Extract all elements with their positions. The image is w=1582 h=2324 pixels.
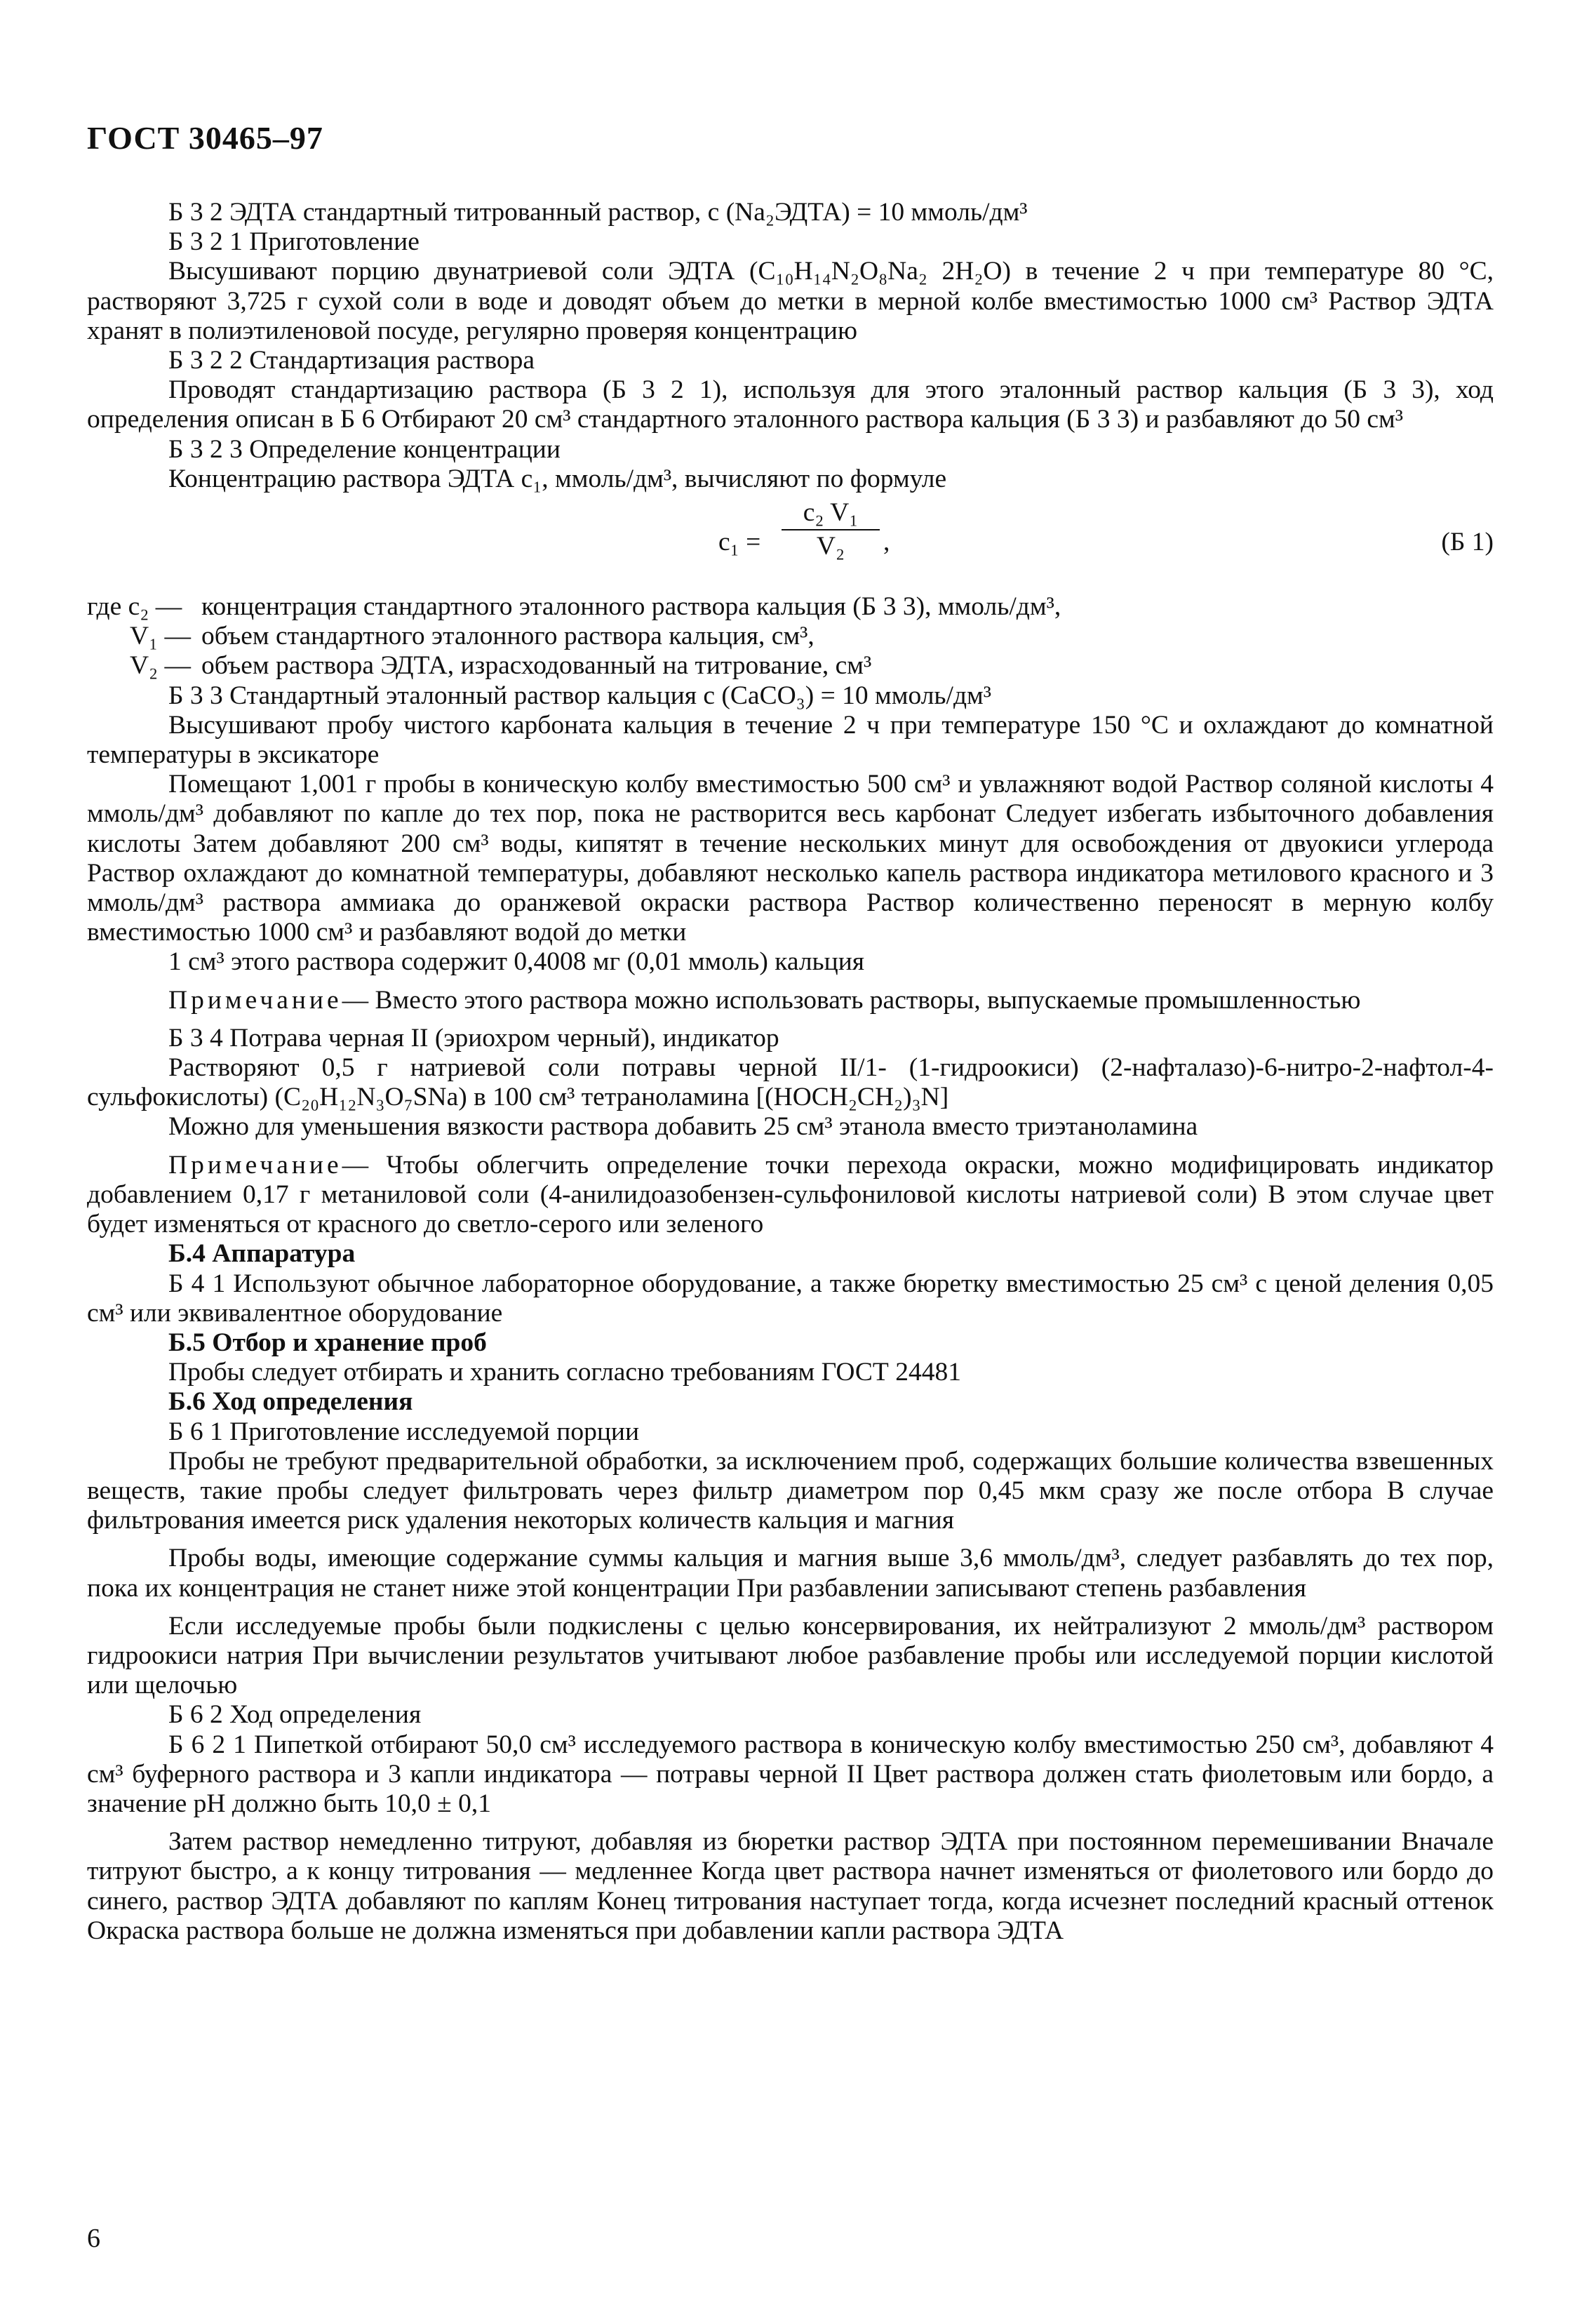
section-b61-title: Б 6 1 Приготовление исследуемой порции (168, 1417, 640, 1446)
section-b5-text: Пробы следует отбирать и хранить согласно требованиям ГОСТ 24481 (168, 1358, 961, 1387)
definition-row (87, 592, 1494, 622)
formula-b1 (87, 498, 1494, 588)
formula-numerator: c₂ V₁ (782, 498, 880, 530)
section-b321-text: Высушивают порцию двунатриевой соли ЭДТА (C₁₀H₁₄N₂O₈Na₂ 2H₂O) в течение 2 ч при температуре 80 °С, растворяют 3,725 г сухой соли в воде и доводят объем до метки в мерной колбе вместимостью 1000 см³ Раствор ЭДТА хранят в полиэтиленовой посуде, регулярно проверяя концентрацию (87, 257, 1494, 345)
section-b32-title: Б 3 2 ЭДТА стандартный титрованный раствор, c (Na₂ЭДТА) = 10 ммоль/дм³ (168, 198, 1028, 227)
note-text: — Чтобы облегчить определение точки перехода окраски, можно модифицировать индикатор добавлением 0,17 г метаниловой соли (4-анилидоазобензен-сульфониловой кислоты натриевой соли) В этом случае цвет будет изменяться от красного до светло-серого или зеленого (87, 1150, 1494, 1239)
section-b33-title: Б 3 3 Стандартный эталонный раствор кальция c (CaCO₃) = 10 ммоль/дм³ (168, 681, 992, 710)
formula-denominator: V₂ (816, 532, 845, 561)
note-text: — Вместо этого раствора можно использовать растворы, выпускаемые промышленностью (342, 985, 1361, 1015)
section-b322-text: Проводят стандартизацию раствора (Б 3 2 1), используя для этого эталонный раствор кальция (Б 3 3), ход определения описан в Б 6 Отбирают 20 см³ стандартного эталонного раствора кальция (Б 3 3) и разбавляют до 50 см³ (87, 375, 1494, 434)
section-b323-text: Концентрацию раствора ЭДТА c₁, ммоль/дм³, вычисляют по формуле (168, 464, 947, 493)
formula-lhs: c₁ = (718, 528, 761, 557)
definition-text: объем раствора ЭДТА, израсходованный на титрование, см³ (201, 651, 872, 681)
section-b5-heading: Б.5 Отбор и хранение проб (168, 1328, 487, 1357)
section-b61-paragraph: Пробы не требуют предварительной обработки, за исключением проб, содержащих большие количества взвешенных веществ, такие пробы следует фильтровать через фильтр диаметром пор 0,45 мкм сразу же после отбора В случае фильтрования имеется риск удаления некоторых количеств кальция и магния (87, 1446, 1494, 1535)
section-b34-paragraph: Можно для уменьшения вязкости раствора добавить 25 см³ этанола вместо триэтаноламина (168, 1112, 1198, 1142)
section-b33-paragraph: Помещают 1,001 г пробы в коническую колбу вместимостью 500 см³ и увлажняют водой Раствор соляной кислоты 4 ммоль/дм³ добавляют по капле до тех пор, пока не растворится весь карбонат Следует избегать избыточного добавления кислоты Затем добавляют 200 см³ воды, кипятят в течение нескольких минут для освобождения от двуокиси углерода Раствор охлаждают до комнатной температуры, добавляют несколько капель раствора индикатора метилового красного и 3 ммоль/дм³ раствора аммиака до оранжевой окраски раствора Раствор количественно переносят в мерную колбу вместимостью 1000 см³ и разбавляют водой до метки (87, 770, 1494, 947)
section-b621-paragraph: Затем раствор немедленно титруют, добавляя из бюретки раствор ЭДТА при постоянном перемешивании Вначале титруют быстро, а к концу титрования — медленнее Когда цвет раствора начнет изменяться от фиолетового или бордо до синего, раствор ЭДТА добавляют по каплям Конец титрования наступает тогда, когда исчезнет последний красный оттенок Окраска раствора больше не должна изменяться при добавлении капли раствора ЭДТА (87, 1827, 1494, 1945)
section-b61-paragraph: Если исследуемые пробы были подкислены с целью консервирования, их нейтрализуют 2 ммоль/дм³ раствором гидроокиси натрия При вычислении результатов учитывают любое разбавление пробы или исследуемой порции кислотой или щелочью (87, 1611, 1494, 1700)
document-body (87, 198, 1494, 1946)
section-b34-title: Б 3 4 Потрава черная II (эриохром черный), индикатор (168, 1023, 779, 1053)
definition-text: объем стандартного эталонного раствора кальция, см³, (201, 622, 815, 651)
section-b4-heading: Б.4 Аппаратура (168, 1239, 356, 1269)
section-b61-paragraph: Пробы воды, имеющие содержание суммы кальция и магния выше 3,6 ммоль/дм³, следует разбавлять до тех пор, пока их концентрация не станет ниже этой концентрации При разбавлении записывают степень разбавления (87, 1544, 1494, 1603)
note-1 (87, 986, 1494, 1015)
definition-row (87, 622, 1494, 651)
formula-comma: , (883, 528, 890, 557)
page-number: 6 (87, 2224, 100, 2253)
section-b41-text: Б 4 1 Используют обычное лабораторное оборудование, а также бюретку вместимостью 25 см³ с ценой деления 0,05 см³ или эквивалентное оборудование (87, 1269, 1494, 1328)
section-b621-text: Б 6 2 1 Пипеткой отбирают 50,0 см³ исследуемого раствора в коническую колбу вместимостью 250 см³, добавляют 4 см³ буферного раствора и 3 капли индикатора — потравы черной II Цвет раствора должен стать фиолетовым или бордо, а значение pH должно быть 10,0 ± 0,1 (87, 1730, 1494, 1818)
section-b33-paragraph: Высушивают пробу чистого карбоната кальция в течение 2 ч при температуре 150 °С и охлаждают до комнатной температуры в эксикаторе (87, 710, 1494, 770)
formula-number: (Б 1) (1441, 528, 1494, 557)
section-b323-title: Б 3 2 3 Определение концентрации (168, 434, 561, 464)
definition-symbol: где c₂ — (87, 592, 182, 622)
note-2 (87, 1151, 1494, 1240)
section-b322-title: Б 3 2 2 Стандартизация раствора (168, 346, 535, 375)
note-label: Примечание (168, 1150, 342, 1180)
section-b34-paragraph: Растворяют 0,5 г натриевой соли потравы черной II/1- (1-гидроокиси) (2-нафталазо)-6-нитро-2-нафтол-4-сульфокислоты) (C₂₀H₁₂N₃O₇SNa) в 100 см³ тетраноламина [(HOCH₂CH₂)₃N] (87, 1053, 1494, 1112)
formula-definitions (87, 592, 1494, 681)
section-b33-paragraph: 1 см³ этого раствора содержит 0,4008 мг (0,01 ммоль) кальция (168, 947, 865, 977)
section-b62-title: Б 6 2 Ход определения (168, 1700, 422, 1730)
definition-row (87, 651, 1494, 681)
document-header: ГОСТ 30465–97 (87, 120, 323, 156)
definition-text: концентрация стандартного эталонного раствора кальция (Б 3 3), ммоль/дм³, (201, 592, 1061, 622)
definition-symbol: V₁ — (129, 622, 191, 651)
note-label: Примечание (168, 985, 342, 1015)
section-b6-heading: Б.6 Ход определения (168, 1387, 413, 1417)
formula-fraction (782, 498, 880, 561)
section-b321-title: Б 3 2 1 Приготовление (168, 227, 420, 257)
definition-symbol: V₂ — (129, 651, 191, 681)
